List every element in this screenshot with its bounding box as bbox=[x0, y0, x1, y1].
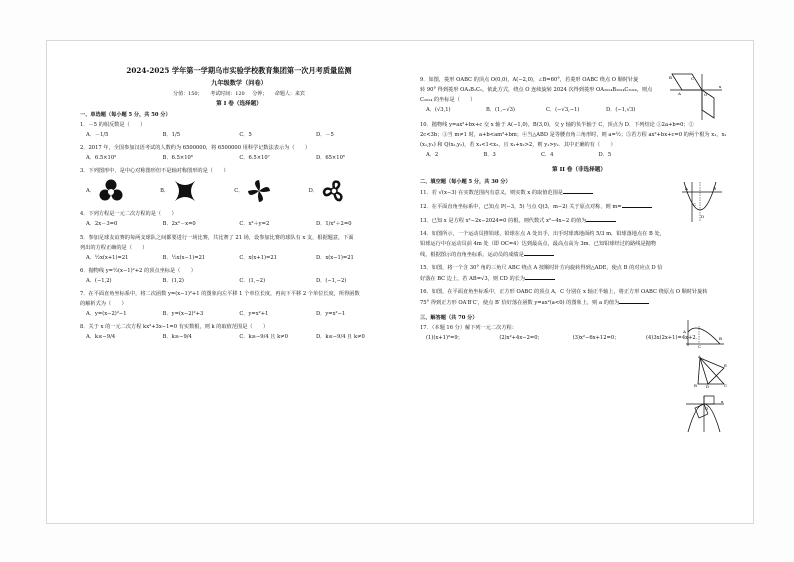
left-column bbox=[80, 64, 398, 347]
option: A．(√3,1) bbox=[426, 107, 451, 114]
page-title: 2024-2025 学年第一学期乌市实验学校教育集团第一次月考质量监测 bbox=[126, 66, 352, 75]
option: C．6.5×10⁷ bbox=[239, 155, 270, 162]
answer-blank bbox=[563, 189, 593, 194]
option: C．4 bbox=[541, 152, 554, 159]
question-11: 11．若 √(x−3) 在实数范围内有意义，则实数 x 的取值范围是 bbox=[420, 189, 738, 197]
label-e: E bbox=[724, 363, 727, 368]
part-two-heading: 第 II 卷（非选择题） bbox=[552, 167, 606, 174]
option: A．－1/5 bbox=[86, 132, 109, 139]
option: D．k≤−9/4 且 k≠0 bbox=[315, 333, 365, 340]
section-solve: 三、解答题（共 70 分） bbox=[420, 314, 478, 321]
option: D．5 bbox=[598, 152, 612, 159]
question-14: 14．如图所示，一个运动员推铅球，铅球在点 A 处出手，出手时球离地面约 5/3 m，铅球落地点在 B 处， bbox=[420, 230, 665, 237]
question-10-options bbox=[426, 152, 656, 159]
question-10-cont: 2c<3b；③当 m≠1 时，a+b<am²+bm；④当△ABD 是等腰直角三角形时，则 a=½；⑤若方程 ax²+bx+c=0 的两个根为 x₁，x₂ bbox=[420, 132, 727, 139]
question-7-options bbox=[86, 311, 386, 318]
option: C．(−√3,−1) bbox=[546, 107, 580, 114]
option: B．1/5 bbox=[162, 132, 181, 139]
question-9-cont2: C₂₀₂₄ 的坐标是（ ） bbox=[420, 97, 476, 104]
question-16-cont: 75° 得到正方形 OA′B′C′，使点 B′ 恰好落在函数 y=ax²(a<0) 的图象上，则 a 的值为 bbox=[420, 299, 682, 307]
question-15-cont: 好落在 BC 边上，若 AB=√3，则 CD 的长为 bbox=[420, 275, 738, 283]
option: D．65×10⁵ bbox=[315, 155, 345, 162]
question-3: 3．下列图形中，是中心对称图形但不是轴对称图形的是（ ） bbox=[80, 168, 229, 175]
label-b: B bbox=[669, 75, 672, 80]
option: D．－5 bbox=[315, 132, 334, 139]
question-1: 1．－5 的相反数是（ ） bbox=[80, 122, 146, 129]
question-17-items bbox=[426, 335, 726, 342]
trefoil-shape-icon bbox=[99, 179, 123, 203]
label-a: A bbox=[683, 329, 686, 334]
question-1-options bbox=[86, 132, 386, 139]
rhombus-figure bbox=[668, 72, 724, 122]
option: D．x(x−1)=21 bbox=[315, 254, 354, 261]
option: B．(1,2) bbox=[162, 277, 184, 284]
label-c: C bbox=[698, 344, 702, 349]
option: A．½x(x+1)=21 bbox=[86, 254, 129, 261]
option: B．y=(x−2)²+3 bbox=[162, 310, 204, 317]
answer-blank bbox=[525, 275, 555, 280]
option: A．(−1,2) bbox=[86, 277, 112, 284]
option: D．1/x²＋2=0 bbox=[315, 221, 352, 228]
question-10: 10．抛物线 y=ax²+bx+c 交 x 轴于 A(−1,0)，B(3,0)，交 y 轴的负半轴于 C，顶点为 D．下列结论 ①2a+b=0；② bbox=[420, 122, 694, 129]
question-17: 17．（本题 16 分）解下列一元二次方程： bbox=[420, 324, 517, 331]
answer-blank bbox=[524, 251, 554, 256]
equation-item: (3)x²−6x+12=0； bbox=[572, 334, 620, 341]
label-c: C bbox=[724, 383, 728, 388]
exam-meta: 分值：150； 考试时间：120 分钟； 命题人：来宾 bbox=[173, 91, 305, 98]
question-4: 4．下列方程是一元二次方程的是（ ） bbox=[80, 211, 177, 218]
label-x: x bbox=[719, 84, 722, 89]
section-fill-blank: 二、填空题（每小题 5 分，共 30 分） bbox=[420, 178, 511, 185]
parabola-figure bbox=[680, 180, 724, 224]
option: C．y=x²+1 bbox=[239, 310, 269, 317]
option: B．k≥−9/4 bbox=[162, 333, 192, 340]
label-d: D bbox=[706, 384, 710, 389]
label-c: C bbox=[691, 76, 695, 81]
question-6: 6．抛物线 y=½(x−1)²+2 的顶点坐标是（ ） bbox=[80, 267, 196, 274]
option: B．3 bbox=[483, 152, 496, 159]
option-label: D． bbox=[308, 187, 318, 194]
question-9: 9．如图，菱形 OABC 的顶点 O(0,0)，A(−2,0)，∠B=60°，若菱形 OABC 绕点 O 顺时针旋 bbox=[420, 77, 639, 83]
option: B．2x²－x=0 bbox=[162, 221, 196, 228]
option: D．y=x²−1 bbox=[315, 310, 346, 317]
label-x: x bbox=[721, 399, 724, 404]
option: B．6.5×10⁶ bbox=[162, 155, 193, 162]
answer-blank bbox=[586, 217, 616, 222]
question-5-options bbox=[86, 255, 386, 262]
label-b: B bbox=[719, 336, 722, 341]
option: C．5 bbox=[239, 132, 252, 139]
part-one-heading: 第 I 卷（选择题） bbox=[216, 100, 262, 107]
option-label: A． bbox=[86, 187, 95, 194]
option: C．(1,−2) bbox=[239, 277, 266, 284]
label-a: A bbox=[678, 91, 681, 96]
option: B．(1,−√3) bbox=[486, 107, 515, 114]
option-b bbox=[160, 179, 197, 203]
question-15: 15．如图，将一个含 30° 角的三角尺 ABC 绕点 A 按顺时针方向旋转得到△ADE，使点 B 的对应点 D 恰 bbox=[420, 264, 663, 271]
question-7-cont: 的解析式为（ ） bbox=[80, 300, 127, 307]
question-13: 13．已知 x 是方程 x²−2x−2024=0 的根，则代数式 x²−4x−2 的值为 bbox=[420, 217, 738, 225]
question-2-options bbox=[86, 155, 386, 162]
answer-blank bbox=[622, 203, 652, 208]
label-o: O bbox=[705, 406, 709, 411]
shotput-figure bbox=[682, 318, 726, 348]
question-8-options bbox=[86, 334, 386, 341]
label-b: B bbox=[694, 383, 697, 388]
option: C．x²＋y=2 bbox=[239, 221, 270, 228]
label-d: D bbox=[701, 214, 705, 219]
equation-item: (2)x²+4x−2=0； bbox=[499, 334, 543, 341]
triskelion-shape-icon bbox=[322, 179, 346, 203]
option: A．y=(x−2)²−1 bbox=[86, 310, 127, 317]
option: D．(−1,√3) bbox=[606, 107, 636, 114]
label-o: O bbox=[704, 92, 708, 97]
question-9-cont: 转 90° 得到菱形 OA₁B₁C₁，依此方式，绕点 O 连续旋转 2024 次得到菱形 OA₂₀₂₄B₂₀₂₄C₂₀₂₄，则点 bbox=[420, 87, 653, 94]
section-single-choice: 一、单选题（每小题 5 分，共 50 分） bbox=[80, 112, 171, 119]
question-12: 12．在平面直角坐标系中，已知点 P(−3，5) 与点 Q(3，m−2) 关于原点对称，则 m= bbox=[420, 203, 738, 211]
question-5: 5．参加足球友谊赛的每两支球队之间都要进行一场比赛，共比赛了 21 场，设参加比赛的球队有 x 支，根据题意，下面 bbox=[80, 234, 354, 241]
label-a: A bbox=[685, 186, 688, 191]
option-label: C． bbox=[234, 187, 244, 194]
question-5-cont: 列出的方程正确的是（ ） bbox=[80, 244, 148, 251]
label-c: C bbox=[693, 202, 697, 207]
question-7: 7．在平面直角坐标系中，将二次函数 y=(x−1)²+1 的图象向左平移 1 个单位长度，再向下平移 2 个单位长度，所得函数 bbox=[80, 290, 360, 297]
option-d bbox=[309, 179, 346, 203]
label-a: A bbox=[698, 354, 701, 359]
option: A．2x－3=0 bbox=[86, 221, 118, 228]
question-16: 16．如图，在平面直角坐标系中，正方形 OABC 的顶点 A，C 分别在 x 轴正半轴上，将正方形 OABC 绕原点 O 顺时针旋转 bbox=[420, 288, 708, 295]
equation-item: (1)(x+1)²=9； bbox=[426, 334, 463, 341]
option: B．½x(x−1)=21 bbox=[162, 254, 206, 261]
label-b: B bbox=[713, 186, 716, 191]
question-8: 8．关于 x 的一元二次方程 kx²+3x−1=0 有实数根，则 k 的取值范围是（ ） bbox=[80, 323, 269, 330]
option: C．k≥−9/4 且 k≠0 bbox=[239, 333, 288, 340]
option-c bbox=[234, 179, 271, 203]
option-label: B． bbox=[160, 187, 170, 194]
option: A．6.5×10⁵ bbox=[86, 155, 117, 162]
question-9-options bbox=[426, 107, 666, 114]
question-14-cont2: 线，根据图示的直角坐标系，运动员的成绩是 bbox=[420, 251, 738, 259]
triangle-rotation-figure bbox=[694, 354, 728, 388]
equation-item: (4)3x(2x+1)=4x+2． bbox=[645, 334, 701, 341]
pinwheel-shape-icon bbox=[247, 179, 271, 203]
question-3-options bbox=[86, 179, 346, 203]
option: A．2 bbox=[426, 152, 439, 159]
bowtie-shape-icon bbox=[173, 179, 197, 203]
option: C．x(x+1)=21 bbox=[239, 254, 277, 261]
question-6-options bbox=[86, 278, 386, 285]
square-parabola-figure bbox=[684, 394, 726, 434]
page-subtitle: 九年级数学（问卷） bbox=[211, 79, 267, 87]
question-4-options bbox=[86, 221, 386, 228]
option: D．(−1,−2) bbox=[315, 277, 347, 284]
question-10-cont2: (x₁,y₁) 和 Q(x₂,y₂)，若 x₁<1<x₂，且 x₁+x₂>2，则 y₁>y₂．其中正确的有（ ） bbox=[420, 142, 616, 149]
answer-blank bbox=[619, 299, 649, 304]
question-2: 2．2017 年，全国参加汉语考试的人数约为 6500000，将 6500000 用科学记数法表示为（ ） bbox=[80, 145, 311, 152]
question-14-cont: 铅球运行中在运动员前 4m 处（即 OC=4）达到最高点，最高点高为 3m．已知铅球经过的路线是抛物 bbox=[420, 240, 657, 247]
option-a bbox=[86, 179, 123, 203]
option: A．k≤−9/4 bbox=[86, 333, 116, 340]
